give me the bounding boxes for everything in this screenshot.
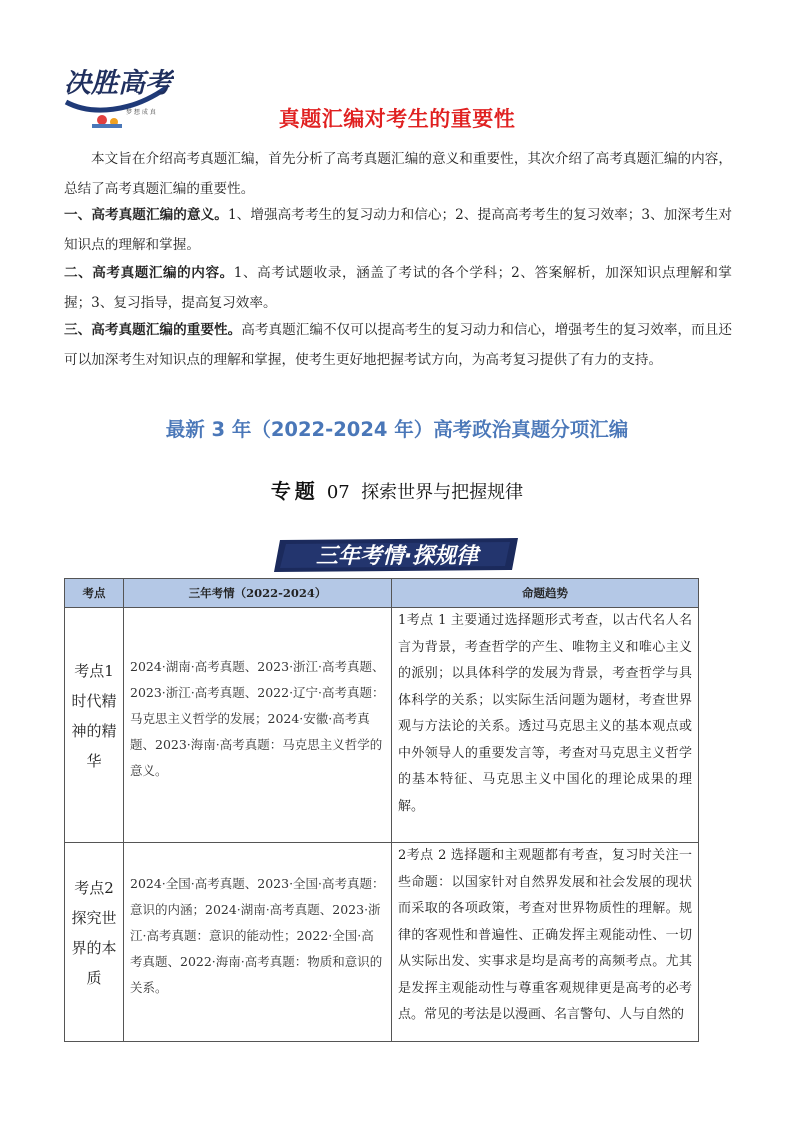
main-title: 真题汇编对考生的重要性 xyxy=(278,107,516,131)
section-heading: 二、高考真题汇编的内容。 xyxy=(64,265,234,281)
intro-paragraph: 本文旨在介绍高考真题汇编，首先分析了高考真题汇编的意义和重要性，其次介绍了高考真题汇编的内容，总结了高考真题汇编的重要性。 xyxy=(64,151,732,197)
exam-analysis-table xyxy=(64,578,699,1042)
topic-number: 07 xyxy=(326,482,350,503)
topic-prefix: 专题 xyxy=(270,479,319,503)
header-exams: 三年考情（2022-2024） xyxy=(124,579,392,608)
section-banner xyxy=(272,534,522,574)
section-significance xyxy=(64,201,732,260)
banner-text: 三年考情·探规律 xyxy=(315,544,479,569)
section-heading: 一、高考真题汇编的意义。 xyxy=(64,207,228,223)
header-point: 考点 xyxy=(65,579,124,608)
topic-name: 探索世界与把握规律 xyxy=(361,482,524,503)
exams-cell: 2024·湖南·高考真题、2023·浙江·高考真题、2023·浙江·高考真题、2022·辽宁·高考真题：马克思主义哲学的发展；2024·安徽·高考真题、2023·海南·高考真题：马克思主义哲学的意义。 xyxy=(124,608,392,843)
header-trend: 命题趋势 xyxy=(392,579,699,608)
table-row xyxy=(65,843,699,1042)
topic-heading xyxy=(0,475,794,504)
table-row xyxy=(65,608,699,843)
section-heading: 三、高考真题汇编的重要性。 xyxy=(64,322,242,338)
point-cell: 考点1时代精神的精华 xyxy=(65,608,124,843)
point-cell: 考点2探究世界的本质 xyxy=(65,843,124,1042)
section-text: 高考真题汇编不仅可以提高考生的复习动力和信心，增强考生的复习效率，而且还可以加深考生对知识点的理解和掌握，使考生更好地把握考试方向，为高考复习提供了有力的支持。 xyxy=(64,322,732,368)
svg-text:梦 想 成 真: 梦 想 成 真 xyxy=(126,109,156,116)
trend-cell: 2考点 2 选择题和主观题都有考查，复习时关注一些命题：以国家针对自然界发展和社会发展的现状而采取的各项政策，考查对世界物质性的理解。规律的客观性和普遍性、正确发挥主观能动性、一切从实际出发、实事求是均是高考的高频考点。尤其是发挥主观能动性与尊重客观规律更是高考的必考点。常见的考法是以漫画、名言警句、人与自然的 xyxy=(392,843,699,1042)
section-content xyxy=(64,259,732,318)
trend-cell: 1考点 1 主要通过选择题形式考查，以古代名人名言为背景，考查哲学的产生、唯物主义和唯心主义的派别；以具体科学的发展为背景，考查哲学与具体科学的关系；以实际生活问题为题材，考查世界观与方法论的关系。透过马克思主义的基本观点或中外领导人的重要发言等，考查对马克思主义哲学的基本特征、马克思主义中国化的理论成果的理解。 xyxy=(392,608,699,843)
svg-text:决胜高考: 决胜高考 xyxy=(64,68,172,99)
section-importance xyxy=(64,316,732,375)
table-header-row xyxy=(65,579,699,608)
series-title: 最新 3 年（2022-2024 年）高考政治真题分项汇编 xyxy=(165,418,629,441)
section-text: 1、增强高考考生的复习动力和信心；2、提高高考考生的复习效率；3、加深考生对知识点的理解和掌握。 xyxy=(64,207,733,253)
exams-cell: 2024·全国·高考真题、2023·全国·高考真题：意识的内涵；2024·湖南·高考真题、2023·浙江·高考真题：意识的能动性；2022·全国·高考真题、2022·海南·高考真题：物质和意识的关系。 xyxy=(124,843,392,1042)
section-text: 1、高考试题收录，涵盖了考试的各个学科；2、答案解析，加深知识点理解和掌握；3、复习指导，提高复习效率。 xyxy=(64,265,732,311)
